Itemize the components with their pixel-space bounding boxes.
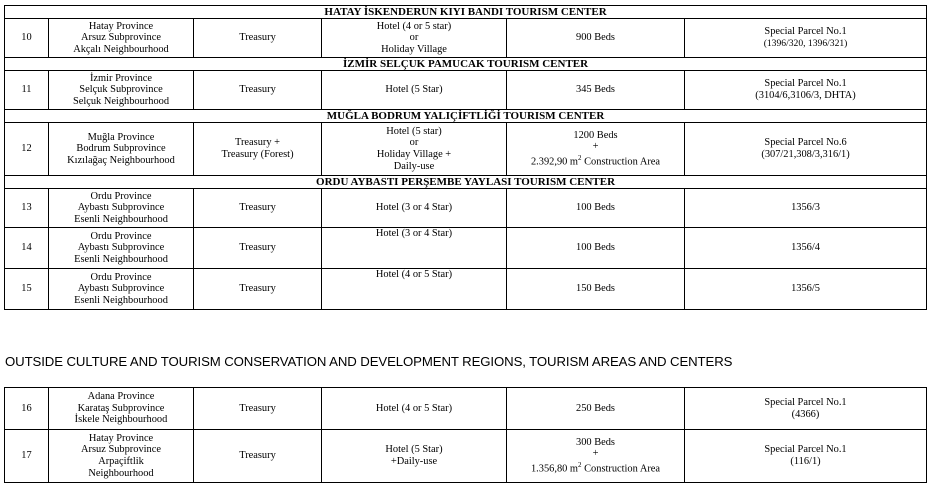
owner-cell: Treasury <box>194 430 322 483</box>
row-number: 17 <box>5 430 49 483</box>
capacity-cell: 100 Beds <box>507 228 685 269</box>
table-row <box>5 269 927 310</box>
capacity-cell: 100 Beds <box>507 189 685 228</box>
type-cell: Hotel (3 or 4 Star) <box>322 189 507 228</box>
parcel-detail: (1396/320, 1396/321) <box>763 38 848 49</box>
capacity-plus: + <box>592 141 599 153</box>
outside-regions-table <box>4 387 927 483</box>
table-row <box>5 123 927 176</box>
capacity-cell <box>507 430 685 483</box>
capacity-area: 2.392,90 $m^2$ Construction Area <box>530 154 661 168</box>
section-title: ORDU AYBASTI PERŞEMBE YAYLASI TOURISM CENTER <box>5 176 927 189</box>
table-row <box>5 19 927 58</box>
type-cell: Hotel (4 or 5 Star) <box>322 269 507 310</box>
capacity-cell: 345 Beds <box>507 71 685 110</box>
capacity-beds: 300 Beds <box>576 436 615 448</box>
capacity-cell <box>507 123 685 176</box>
outside-regions-heading: OUTSIDE CULTURE AND TOURISM CONSERVATION AND DEVELOPMENT REGIONS, TOURISM AREAS AND CENTERS <box>5 354 733 369</box>
capacity-cell: 250 Beds <box>507 388 685 430</box>
parcel-label: Special Parcel No.1 <box>764 444 847 456</box>
row-number: 16 <box>5 388 49 430</box>
section-title: MUĞLA BODRUM YALIÇİFTLİĞİ TOURISM CENTER <box>5 110 927 123</box>
parcel-cell: 1356/3 <box>685 189 927 228</box>
owner-cell: Treasury <box>194 388 322 430</box>
location-cell: Ordu Province Aybastı Subprovince Esenli Neighbourhood <box>49 269 194 310</box>
row-number: 13 <box>5 189 49 228</box>
row-number: 11 <box>5 71 49 110</box>
capacity-beds: 1200 Beds <box>573 129 618 141</box>
row-number: 14 <box>5 228 49 269</box>
owner-cell: Treasury <box>194 269 322 310</box>
location-cell: Hatay Province Arsuz Subprovince Arpaçiftlik Neighbourhood <box>49 430 194 483</box>
section-title: HATAY İSKENDERUN KIYI BANDI TOURISM CENTER <box>5 6 927 19</box>
capacity-area: 1.356,80 $m^2$ Construction Area <box>530 461 661 475</box>
row-number: 12 <box>5 123 49 176</box>
parcel-label: Special Parcel No.1 <box>764 26 847 38</box>
owner-cell: Treasury <box>194 228 322 269</box>
parcel-label: Special Parcel No.1 <box>764 78 847 90</box>
location-cell: Ordu Province Aybastı Subprovince Esenli Neighbourhood <box>49 228 194 269</box>
table-row <box>5 189 927 228</box>
parcel-cell: 1356/4 <box>685 228 927 269</box>
parcel-cell <box>685 430 927 483</box>
capacity-cell: 900 Beds <box>507 19 685 58</box>
tourism-centers-table <box>4 5 927 310</box>
type-cell: Hotel (4 or 5 Star) <box>322 388 507 430</box>
parcel-label: Special Parcel No.6 <box>764 137 847 149</box>
parcel-detail: (4366) <box>791 408 820 420</box>
parcel-detail: (116/1) <box>790 456 821 467</box>
table-row <box>5 228 927 269</box>
row-number: 10 <box>5 19 49 58</box>
type-cell: Hotel (5 star) or Holiday Village + Daily-use <box>322 123 507 176</box>
table-row <box>5 388 927 430</box>
parcel-cell <box>685 123 927 176</box>
row-number: 15 <box>5 269 49 310</box>
owner-cell: Treasury + Treasury (Forest) <box>194 123 322 176</box>
type-cell: Hotel (3 or 4 Star) <box>322 228 507 269</box>
type-cell: Hotel (5 Star) <box>322 71 507 110</box>
location-cell: İzmir Province Selçuk Subprovince Selçuk Neighbourhood <box>49 71 194 110</box>
owner-cell: Treasury <box>194 71 322 110</box>
owner-cell: Treasury <box>194 189 322 228</box>
parcel-detail: (3104/6,3106/3, DHTA) <box>755 90 856 101</box>
location-cell: Hatay Province Arsuz Subprovince Akçalı Neighbourhood <box>49 19 194 58</box>
location-cell: Muğla Province Bodrum Subprovince Kızılağaç Neighbourhood <box>49 123 194 176</box>
table-row <box>5 71 927 110</box>
parcel-label: Special Parcel No.1 <box>764 396 847 408</box>
owner-cell: Treasury <box>194 19 322 58</box>
capacity-plus: + <box>592 448 599 460</box>
location-cell: Ordu Province Aybastı Subprovince Esenli Neighbourhood <box>49 189 194 228</box>
parcel-cell <box>685 71 927 110</box>
parcel-cell <box>685 19 927 58</box>
parcel-detail: (307/21,308/3,316/1) <box>761 149 850 160</box>
capacity-cell: 150 Beds <box>507 269 685 310</box>
section-title: İZMİR SELÇUK PAMUCAK TOURISM CENTER <box>5 58 927 71</box>
location-cell: Adana Province Karataş Subprovince İskele Neighbourhood <box>49 388 194 430</box>
type-cell: Hotel (4 or 5 star) or Holiday Village <box>322 19 507 58</box>
type-cell: Hotel (5 Star) +Daily-use <box>322 430 507 483</box>
parcel-cell <box>685 388 927 430</box>
parcel-cell: 1356/5 <box>685 269 927 310</box>
table-row <box>5 430 927 483</box>
